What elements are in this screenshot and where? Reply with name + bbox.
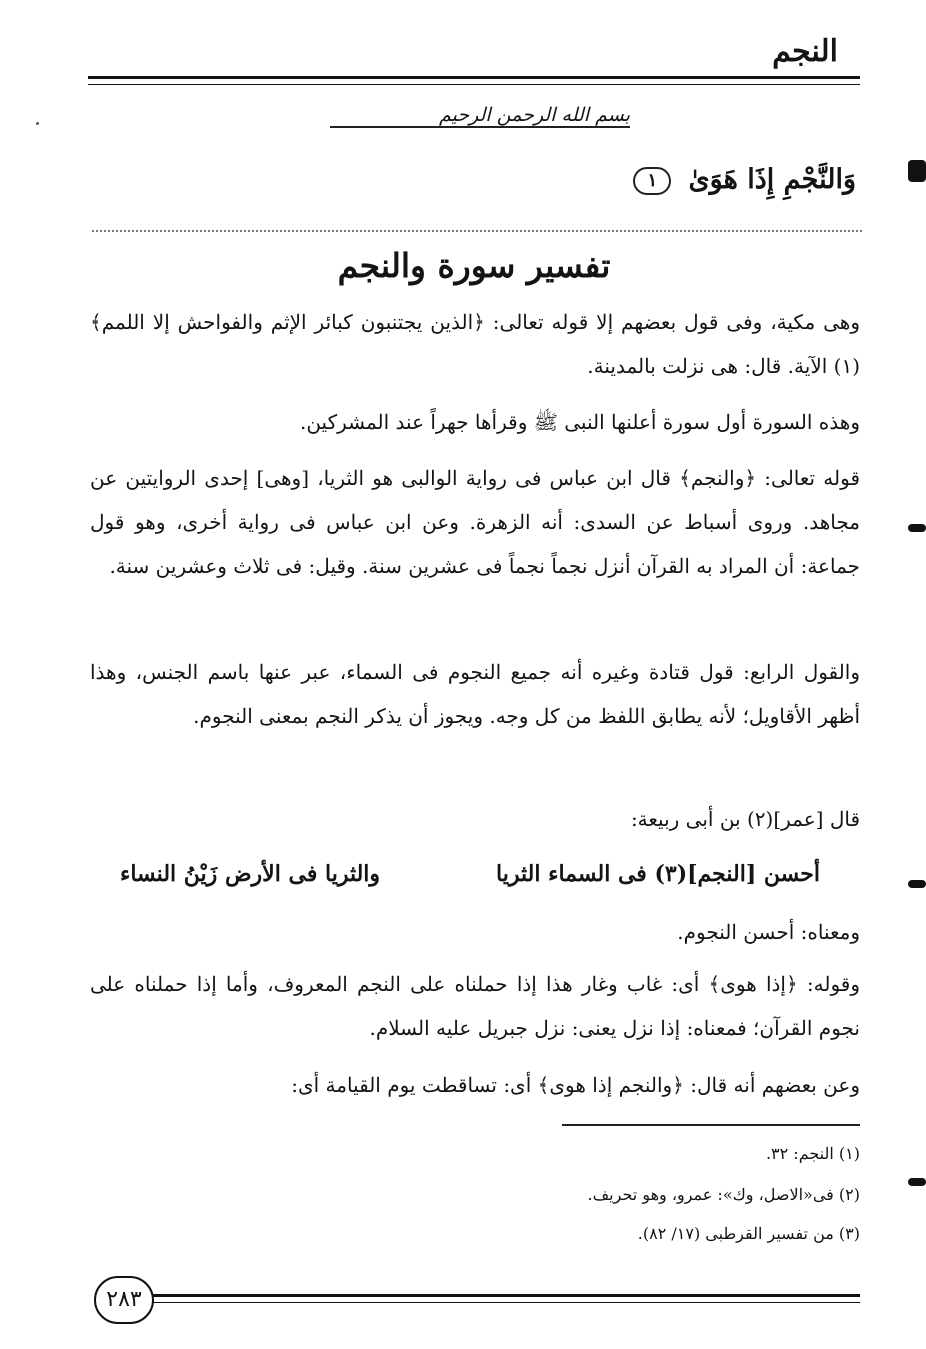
paragraph-6: ومعناه: أحسن النجوم.: [677, 920, 860, 944]
basmala-calligraphy: [290, 102, 660, 138]
scan-edge-mark: [908, 160, 926, 182]
footnote-1: (١) النجم: ٣٢.: [765, 1144, 860, 1163]
basmala-stroke: [330, 126, 630, 128]
header-rule-thin: [88, 84, 860, 85]
footnote-separator: [562, 1124, 860, 1126]
paragraph-1: وهى مكية، وفى قول بعضهم إلا قوله تعالى: ﴿الذين يجتنبون كبائر الإثم والفواحش إلا اللمم﴾(١) الآية. قال: هى نزلت بالمدينة.: [90, 310, 860, 378]
scan-speck: [36, 122, 39, 125]
page-number: ٢٨٣: [94, 1276, 154, 1324]
running-title: النجم: [772, 34, 838, 69]
paragraph-7: وقوله: ﴿إذا هوى﴾ أى: غاب وغار هذا إذا حملناه على النجم المعروف، وأما إذا حملناه على نجوم القرآن؛ فمعناه: إذا نزل يعنى: نزل جبريل عليه السلام.: [90, 972, 860, 1040]
footer-rule: [150, 1294, 860, 1297]
paragraph-2: وهذه السورة أول سورة أعلنها النبى ﷺ وقرأها جهراً عند المشركين.: [299, 410, 860, 434]
header-rule: [88, 76, 860, 79]
scan-edge-mark: [908, 880, 926, 888]
paragraph-8: وعن بعضهم أنه قال: ﴿والنجم إذا هوى﴾ أى: تساقطت يوم القيامة أى:: [291, 1073, 860, 1097]
paragraph-5: قال [عمر](٢) بن أبى ربيعة:: [630, 807, 860, 831]
quran-verse: [633, 164, 856, 195]
dotted-separator: [92, 230, 862, 232]
footnote-3: (٣) من تفسير القرطبى (١٧/ ٨٢).: [637, 1224, 860, 1243]
verse-text: وَالنَّجْمِ إِذَا هَوَىٰ: [688, 164, 856, 195]
poem-hemistich-1: أحسن [النجم](٣) فى السماء الثريا: [496, 861, 820, 887]
poem-hemistich-2: والثريا فى الأرض زَيْنُ النساء: [120, 861, 381, 887]
paragraph-3: قوله تعالى: ﴿والنجم﴾ قال ابن عباس فى رواية الوالبى هو الثريا، [وهى] إحدى الروايتين عن مجاهد. وروى أسباط عن السدى: أنه الزهرة. وعن ابن عباس فى رواية أخرى، وهو قول جماعة: أن المراد به القرآن أنزل نجماً نجماً فى عشرين سنة. وقيل: فى ثلاث وعشرين سنة.: [90, 466, 860, 578]
verse-number-ornament: ١: [633, 167, 671, 195]
scan-edge-mark: [908, 1178, 926, 1186]
poem-verse: [120, 852, 820, 896]
footnote-2: (٢) فى«الاصل، وك»: عمرو، وهو تحريف.: [587, 1185, 860, 1204]
section-title: تفسير سورة والنجم: [337, 246, 611, 285]
scan-edge-mark: [908, 524, 926, 532]
basmala-text: بسم الله الرحمن الرحيم: [439, 104, 630, 126]
footer-rule-thin: [150, 1302, 860, 1303]
paragraph-4: والقول الرابع: قول قتادة وغيره أنه جميع النجوم فى السماء، عبر عنها باسم الجنس، وهذا أظهر الأقاويل؛ لأنه يطابق اللفظ من كل وجه. ويجوز أن يذكر النجم بمعنى النجوم.: [90, 660, 860, 728]
